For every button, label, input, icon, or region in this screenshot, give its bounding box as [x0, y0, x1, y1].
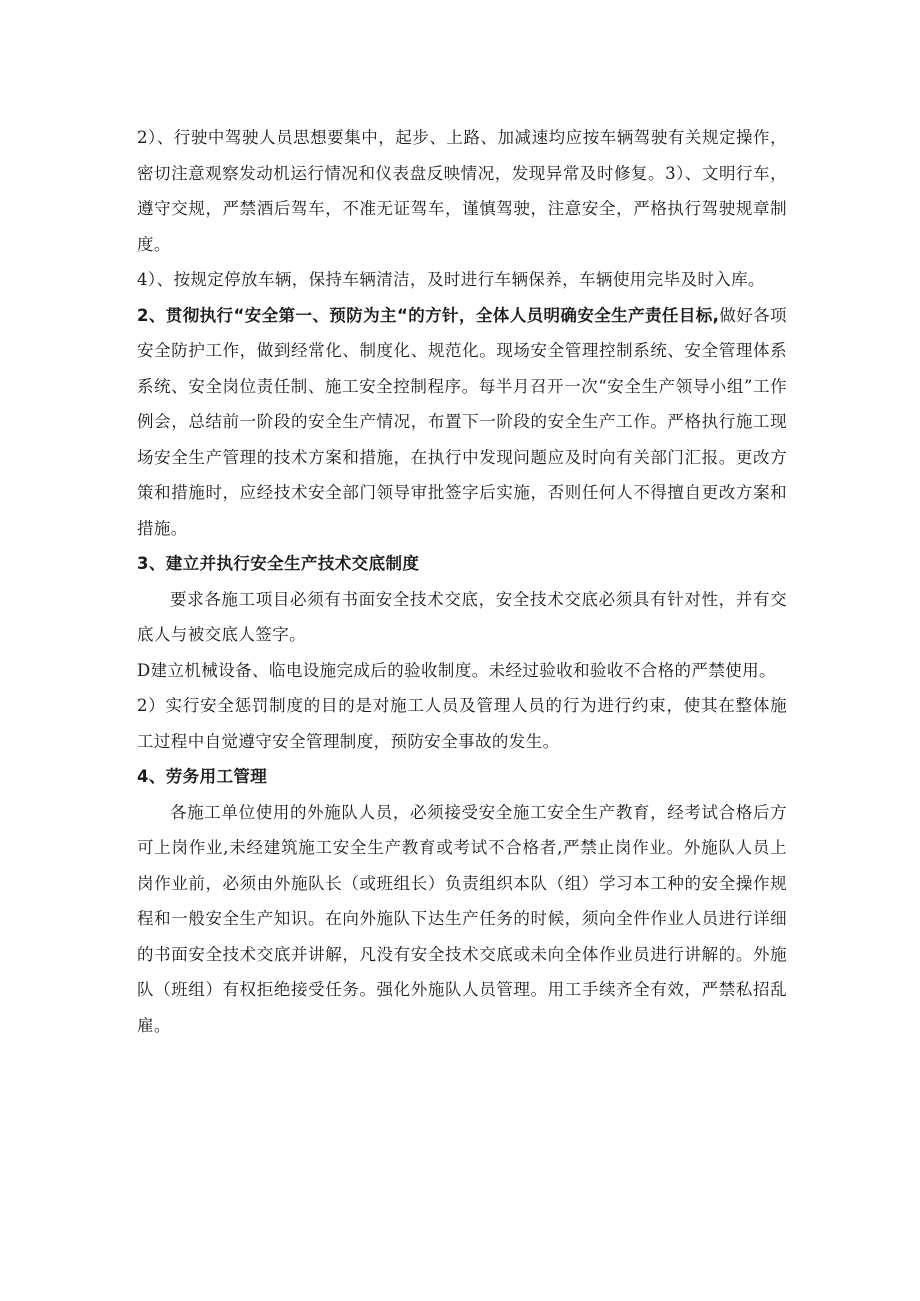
section-2-body: 做好各项安全防护工作，做到经常化、制度化、规范化。现场安全管理控制系统、安全管理体系系统、安全岗位责任制、施工安全控制程序。每半月召开一次“安全生产领导小组”工作例会，总结前一阶段的安全生产情况，布置下一阶段的安全生产工作。严格执行施工现场安全生产管理的技术方案和措施，在执行中发现问题应及时向有关部门汇报。更改方策和措施时，应经技术安全部门领导审批签字后实施，否则任何人不得擅自更改方案和措施。 — [137, 305, 787, 538]
section-4-paragraph-1: 各施工单位使用的外施队人员，必须接受安全施工安全生产教育，经考试合格后方可上岗作业,未经建筑施工安全生产教育或考试不合格者,严禁止岗作业。外施队人员上岗作业前，必须由外施队长（或班组长）负责组织本队（组）学习本工种的安全操作规程和一般安全生产知识。在向外施队下达生产任务的时候，须向全件作业人员进行详细的书面安全技术交底并讲解，凡没有安全技术交底或未向全体作业员进行讲解的。外施队（班组）有权拒绝接受任务。强化外施队人员管理。用工手续齐全有效，严禁私招乱雇。 — [137, 802, 787, 1035]
paragraph-parking-rules: 4）、按规定停放车辆，保持车辆清洁，及时进行车辆保养，车辆使用完毕及时入库。 — [137, 270, 765, 289]
section-3-paragraph-2: D建立机械设备、临电设施完成后的验收制度。未经过验收和验收不合格的严禁使用。 — [137, 660, 776, 680]
paragraph-driving-rules: 2）、行驶中驾驶人员思想要集中，起步、上路、加减速均应按车辆驾驶有关规定操作，密切注意观察发动机运行情况和仪表盘反映情况，发现异常及时修复。3）、文明行车，遵守交规，严禁酒后驾车，不准无证驾车，谨慎驾驶，注意安全，严格执行驾驶规章制度。 — [137, 128, 787, 254]
section-2-paragraph — [137, 298, 787, 547]
section-3-paragraph-3: 2）实行安全惩罚制度的目的是对施工人员及管理人员的行为进行约束，使其在整体施工过程中自觉遵守安全管理制度，预防安全事故的发生。 — [137, 696, 787, 751]
section-2-heading: 2、贯彻执行“安全第一、预防为主“的方针，全体人员明确安全生产责任目标, — [137, 305, 720, 325]
section-3-paragraph-1: 要求各施工项目必须有书面安全技术交底，安全技术交底必须具有针对性，并有交底人与被交底人签字。 — [137, 589, 787, 644]
document-page — [137, 120, 787, 1043]
section-4-heading: 4、劳务用工管理 — [137, 767, 268, 786]
section-3-heading: 3、建立并执行安全生产技术交底制度 — [137, 554, 420, 573]
